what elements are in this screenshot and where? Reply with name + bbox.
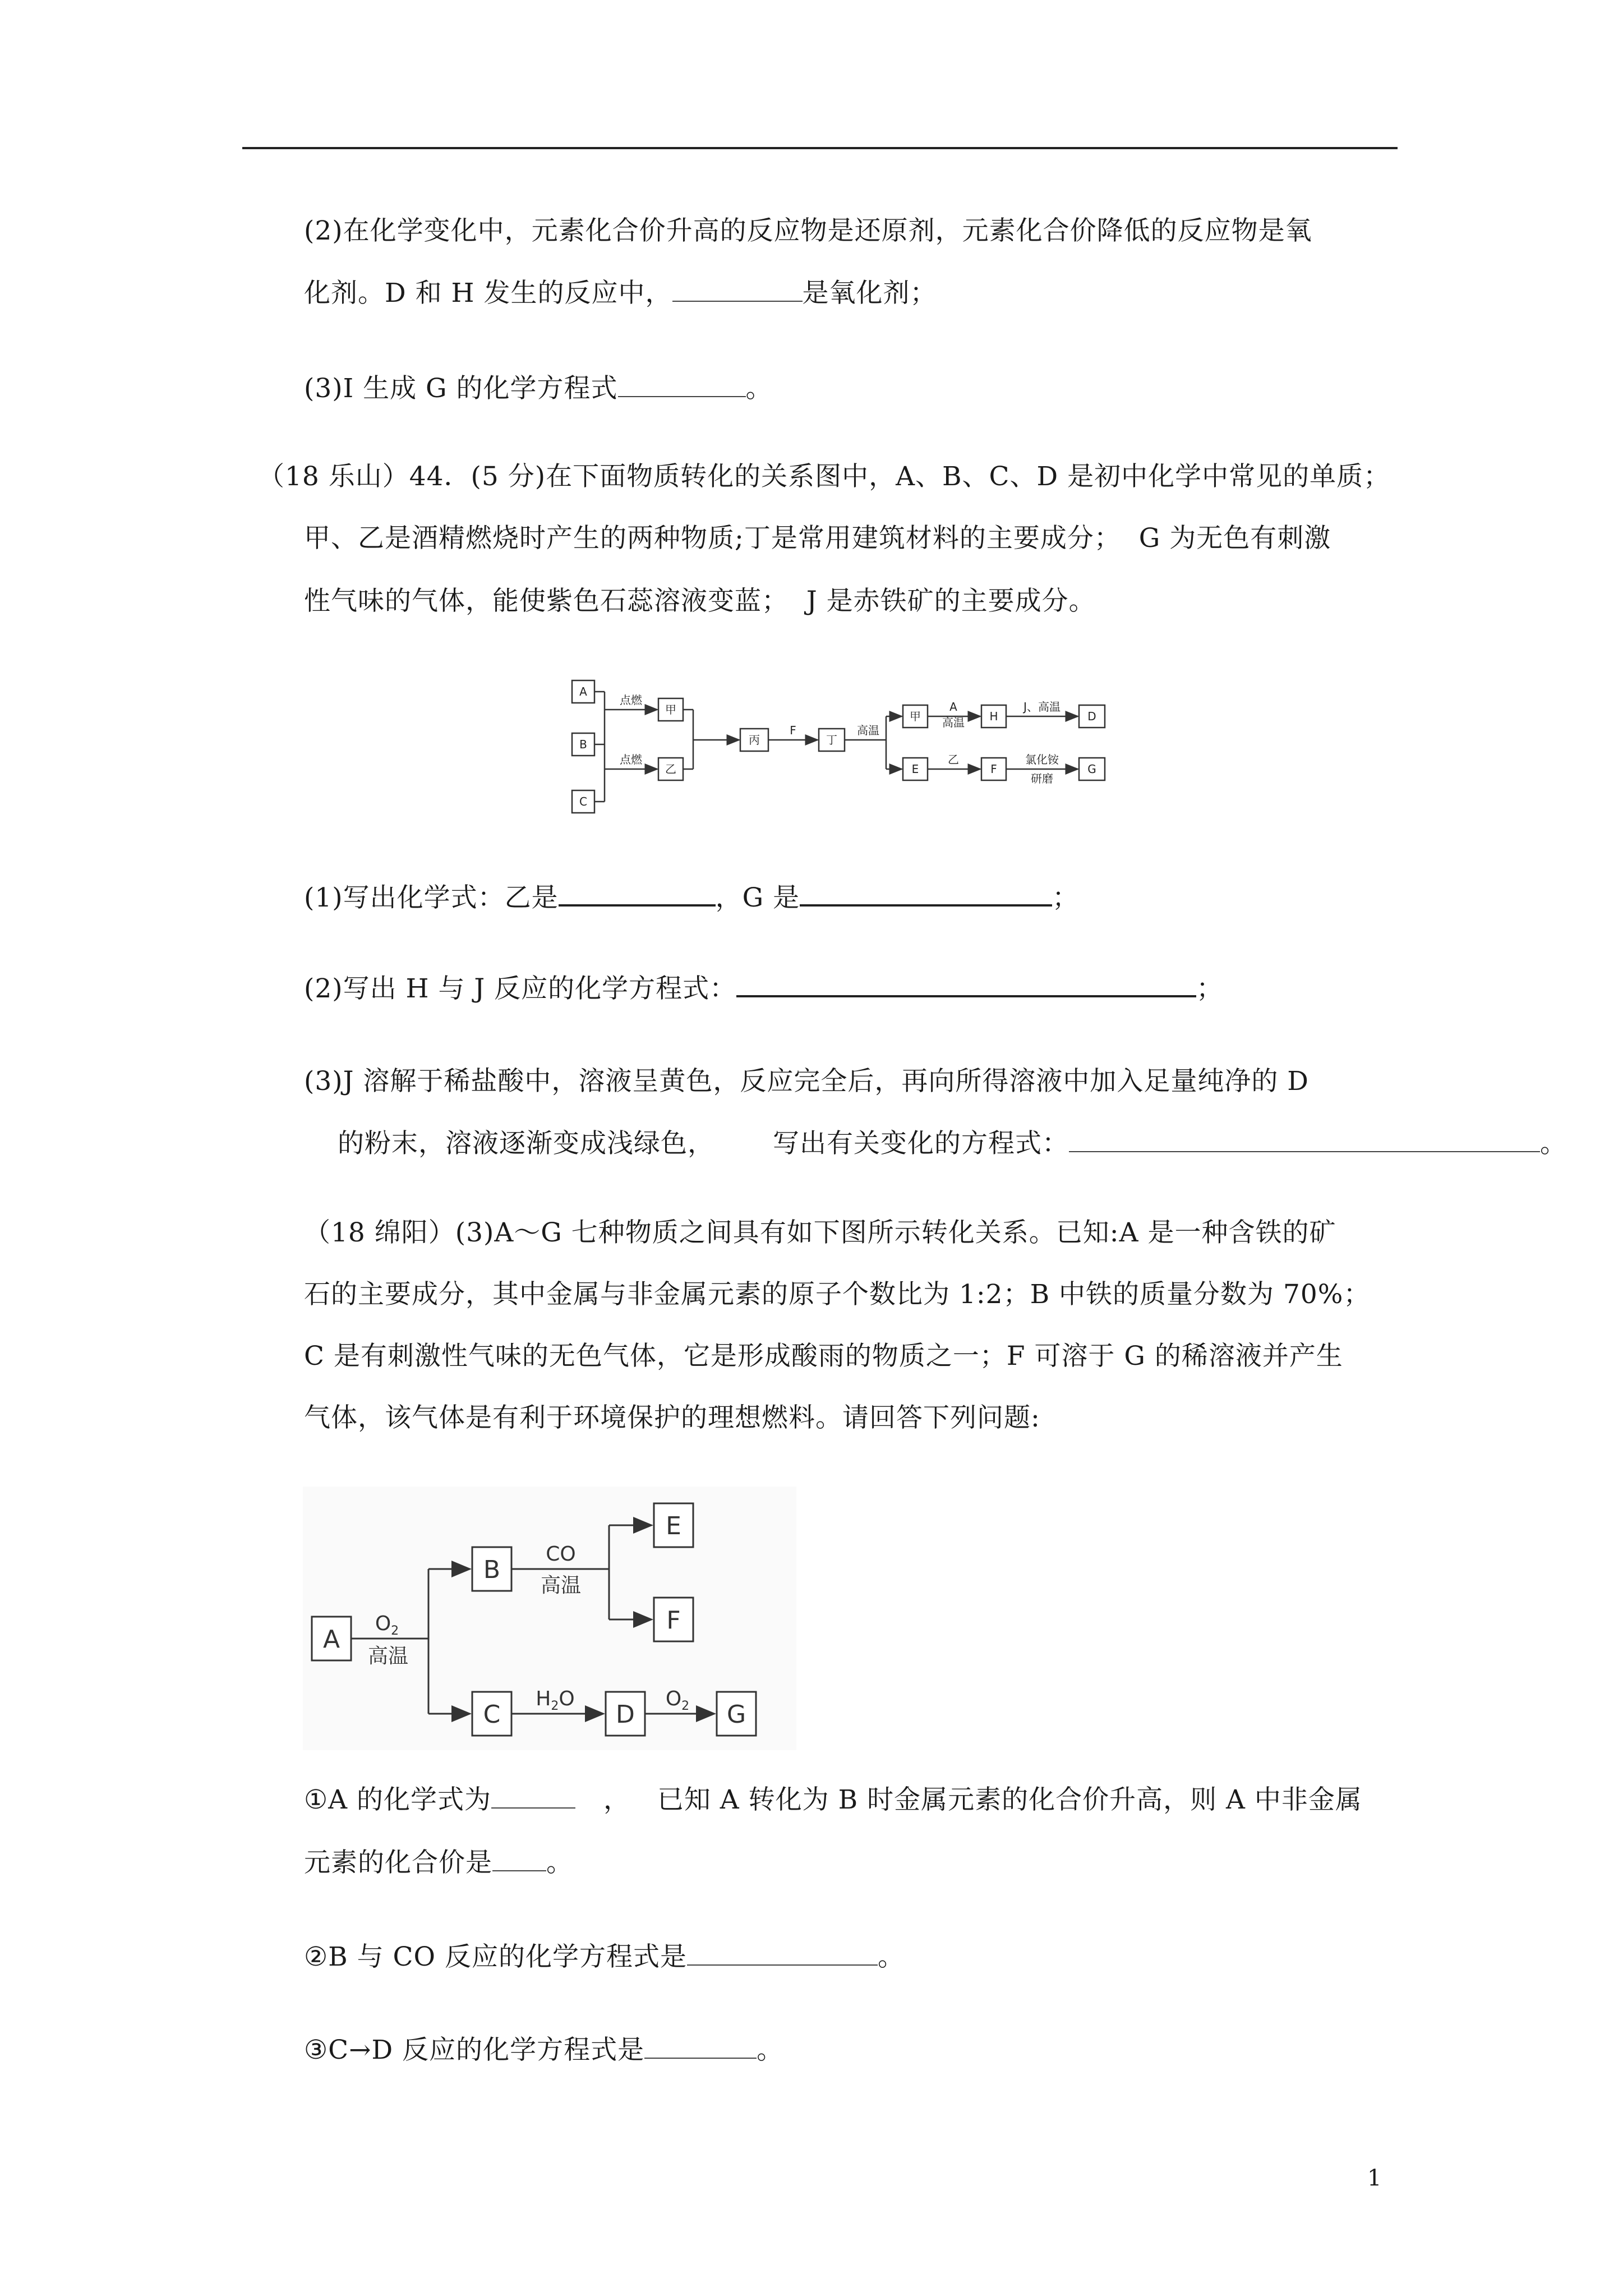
node-F: F [666,1606,681,1635]
label-o2: $O_2$ [375,1612,399,1638]
q44-sub1: (1)写出化学式：乙是 ，G 是 ； [304,880,1079,915]
answer-blank-equation[interactable] [736,970,1196,997]
node-E: E [911,762,919,776]
node-E: E [666,1512,681,1540]
header-rule [242,147,1398,149]
label-co: CO [546,1543,576,1566]
label-h2o: $H_2O$ [536,1687,575,1713]
label-J-gaowen: J、高温 [1023,700,1061,714]
node-D: D [616,1700,635,1729]
mianyang-sub1-line2: 元素的化合价是 。 [304,1846,573,1880]
answer-blank-equation[interactable] [687,1940,878,1966]
label-yanmo: 研磨 [1031,772,1053,785]
answer-blank-valence[interactable] [492,1846,546,1871]
node-G: G [1087,762,1096,776]
prev-q2-line1: (2)在化学变化中，元素化合价升高的反应物是还原剂，元素化合价降低的反应物是氧 [304,215,1312,246]
answer-blank-formula[interactable] [491,1783,575,1809]
node-C: C [579,795,587,808]
q44-sub3-line1: (3)J 溶解于稀盐酸中，溶液呈黄色，反应完全后，再向所得溶液中加入足量纯净的 D [304,1066,1309,1097]
label-gaowen-b: 高温 [540,1574,582,1597]
answer-blank[interactable] [618,371,746,397]
q44-line2: 甲、乙是酒精燃烧时产生的两种物质;丁是常用建筑材料的主要成分； G 为无色有刺激 [304,523,1331,554]
answer-blank-G[interactable] [800,880,1052,907]
label-gaowen-2: 高温 [942,716,965,729]
label-gaowen-1: 高温 [857,724,879,737]
mianyang-sub2: ②B 与 CO 反应的化学方程式是 。 [304,1940,905,1974]
answer-blank-yi[interactable] [559,880,716,907]
label-A: A [949,700,957,714]
node-A: A [579,685,587,698]
node-F: F [990,762,997,776]
q44-line1: （18 乐山）44．(5 分)在下面物质转化的关系图中，A、B、C、D 是初中化学中常见的单质； [258,461,1391,492]
page-number: 1 [1367,2165,1382,2191]
mianyang-line1: （18 绵阳）(3)A～G 七种物质之间具有如下图所示转化关系。已知:A 是一种含铁的矿 [304,1217,1336,1248]
answer-blank-equation[interactable] [644,2033,757,2059]
node-C: C [483,1700,501,1729]
answer-blank-equation[interactable] [1069,1126,1540,1152]
mianyang-line3: C 是有刺激性气味的无色气体，它是形成酸雨的物质之一；F 可溶于 G 的稀溶液并产生 [304,1341,1343,1372]
prev-q2-line2: 化剂。D 和 H 发生的反应中， 是氧化剂； [304,276,937,310]
label-o2-g: $O_2$ [665,1687,690,1713]
node-jia2: 甲 [910,710,921,723]
node-bing: 丙 [749,733,760,747]
mianyang-flow-diagram [303,1487,796,1750]
q44-line3: 性气味的气体，能使紫色石蕊溶液变蓝； J 是赤铁矿的主要成分。 [304,586,1096,616]
label-F: F [790,724,796,737]
q44-sub3-line2: 的粉末，溶液逐渐变成浅绿色， 写出有关变化的方程式： 。 [338,1126,1567,1161]
node-B: B [579,738,587,751]
prev-q3-line: (3)I 生成 G 的化学方程式 。 [304,371,773,406]
label-yi: 乙 [948,753,959,766]
label-gaowen: 高温 [367,1645,409,1668]
node-B: B [483,1556,501,1584]
node-yi: 乙 [665,762,676,776]
label-dianran-2: 点燃 [620,753,642,766]
mianyang-line2: 石的主要成分，其中金属与非金属元素的原子个数比为 1:2；B 中铁的质量分数为 70%； [304,1279,1371,1310]
node-D: D [1087,710,1096,723]
node-H: H [989,710,998,723]
mianyang-sub1-line1: ①A 的化学式为 ， 已知 A 转化为 B 时金属元素的化合价升高，则 A 中非金属 [304,1783,1362,1817]
label-lvhuaan: 氯化铵 [1025,753,1059,766]
label-dianran-1: 点燃 [620,693,642,707]
node-jia: 甲 [665,703,676,716]
mianyang-line4: 气体，该气体是有利于环境保护的理想燃料。请回答下列问题: [304,1402,1040,1433]
node-ding: 丁 [826,733,837,747]
node-A: A [322,1625,340,1654]
answer-blank[interactable] [672,276,803,302]
node-G: G [726,1700,746,1729]
q44-flow-diagram [561,670,1127,822]
q44-sub2: (2)写出 H 与 J 反应的化学方程式： ； [304,970,1223,1006]
mianyang-sub3: ③C→D 反应的化学方程式是 。 [304,2033,783,2067]
